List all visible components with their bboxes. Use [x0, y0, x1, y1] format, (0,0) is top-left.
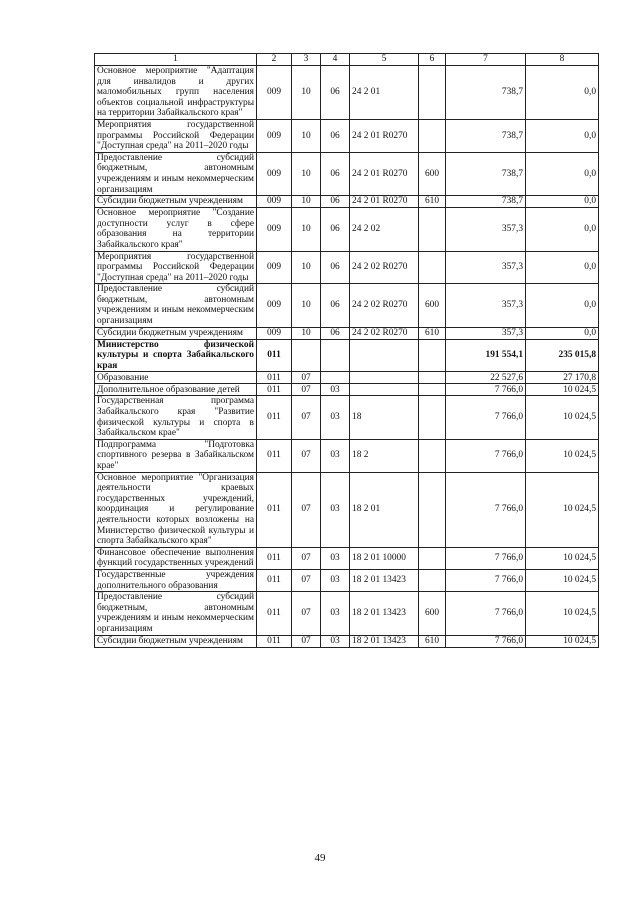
expense-type-cell	[419, 547, 446, 569]
table-row	[95, 66, 599, 120]
header-cell: 2	[257, 54, 292, 66]
amount-cell: 10 024,5	[526, 396, 599, 439]
target-article-cell: 24 2 02	[350, 208, 419, 251]
amount-cell: 357,3	[446, 251, 526, 284]
table-row	[95, 196, 599, 208]
section-cell: 10	[292, 119, 321, 152]
page-number: 49	[314, 852, 326, 864]
table-row	[95, 547, 599, 569]
item-name-cell: Основное мероприятие "Создание доступности услуг в сфере образования на территории Забайкальского края"	[95, 208, 257, 251]
subsection-cell: 06	[321, 119, 350, 152]
item-name-cell: Субсидии бюджетным учреждениям	[95, 196, 257, 208]
target-article-cell: 24 2 01 R0270	[350, 119, 419, 152]
section-cell: 07	[292, 472, 321, 547]
subsection-cell: 03	[321, 635, 350, 647]
subsection-cell: 06	[321, 208, 350, 251]
department-code-cell: 009	[257, 284, 292, 327]
section-cell: 07	[292, 635, 321, 647]
amount-cell: 0,0	[526, 196, 599, 208]
section-cell: 10	[292, 66, 321, 120]
subsection-cell: 03	[321, 439, 350, 472]
amount-cell: 191 554,1	[446, 339, 526, 372]
table-row	[95, 472, 599, 547]
amount-cell: 7 766,0	[446, 472, 526, 547]
item-name-cell: Финансовое обеспечение выполнения функций государственных учреждений	[95, 547, 257, 569]
header-cell: 1	[95, 54, 257, 66]
department-code-cell: 011	[257, 339, 292, 372]
section-cell: 07	[292, 592, 321, 635]
item-name-cell: Государственная программа Забайкальского края "Развитие физической культуры и спорта в Забайкальском крае"	[95, 396, 257, 439]
target-article-cell: 24 2 02 R0270	[350, 251, 419, 284]
table-row	[95, 208, 599, 251]
expense-type-cell	[419, 66, 446, 120]
amount-cell: 27 170,8	[526, 372, 599, 384]
department-code-cell: 011	[257, 592, 292, 635]
amount-cell: 738,7	[446, 196, 526, 208]
header-cell: 4	[321, 54, 350, 66]
header-cell: 3	[292, 54, 321, 66]
header-cell: 7	[446, 54, 526, 66]
amount-cell: 0,0	[526, 119, 599, 152]
amount-cell: 10 024,5	[526, 569, 599, 591]
target-article-cell: 24 2 01 R0270	[350, 196, 419, 208]
expense-type-cell	[419, 251, 446, 284]
amount-cell: 7 766,0	[446, 439, 526, 472]
section-cell: 07	[292, 547, 321, 569]
item-name-cell: Государственные учреждения дополнительного образования	[95, 569, 257, 591]
amount-cell: 10 024,5	[526, 635, 599, 647]
amount-cell: 357,3	[446, 284, 526, 327]
expense-type-cell	[419, 384, 446, 396]
department-code-cell: 009	[257, 119, 292, 152]
subsection-cell: 06	[321, 152, 350, 195]
expense-type-cell	[419, 396, 446, 439]
amount-cell: 0,0	[526, 284, 599, 327]
amount-cell: 738,7	[446, 66, 526, 120]
amount-cell: 7 766,0	[446, 569, 526, 591]
table-row	[95, 327, 599, 339]
item-name-cell: Основное мероприятие "Адаптация для инвалидов и других маломобильных групп населения объектов социальной инфраструктуры на территории Забайкальского края"	[95, 66, 257, 120]
subsection-cell: 06	[321, 196, 350, 208]
amount-cell: 7 766,0	[446, 384, 526, 396]
expense-type-cell: 600	[419, 152, 446, 195]
subsection-cell: 03	[321, 472, 350, 547]
section-cell: 07	[292, 439, 321, 472]
department-code-cell: 011	[257, 384, 292, 396]
target-article-cell: 18 2 01 10000	[350, 547, 419, 569]
amount-cell: 7 766,0	[446, 635, 526, 647]
table-row	[95, 119, 599, 152]
subsection-cell: 03	[321, 547, 350, 569]
section-cell	[292, 339, 321, 372]
amount-cell: 357,3	[446, 208, 526, 251]
department-code-cell: 011	[257, 547, 292, 569]
target-article-cell	[350, 384, 419, 396]
department-code-cell: 009	[257, 208, 292, 251]
amount-cell: 10 024,5	[526, 547, 599, 569]
department-code-cell: 011	[257, 635, 292, 647]
department-code-cell: 011	[257, 472, 292, 547]
header-cell: 5	[350, 54, 419, 66]
table-row	[95, 569, 599, 591]
subsection-cell: 03	[321, 569, 350, 591]
section-cell: 10	[292, 208, 321, 251]
amount-cell: 10 024,5	[526, 592, 599, 635]
department-code-cell: 011	[257, 439, 292, 472]
target-article-cell: 24 2 02 R0270	[350, 284, 419, 327]
target-article-cell: 18	[350, 396, 419, 439]
item-name-cell: Мероприятия государственной программы Российской Федерации "Доступная среда" на 2011–2020 годы	[95, 251, 257, 284]
expense-type-cell: 610	[419, 327, 446, 339]
expense-type-cell	[419, 372, 446, 384]
target-article-cell: 18 2	[350, 439, 419, 472]
item-name-cell: Подпрограмма "Подготовка спортивного резерва в Забайкальском крае"	[95, 439, 257, 472]
expense-type-cell	[419, 569, 446, 591]
subsection-cell: 03	[321, 396, 350, 439]
section-cell: 07	[292, 396, 321, 439]
target-article-cell	[350, 372, 419, 384]
section-cell: 10	[292, 196, 321, 208]
subsection-cell: 06	[321, 251, 350, 284]
department-code-cell: 011	[257, 396, 292, 439]
amount-cell: 0,0	[526, 152, 599, 195]
amount-cell: 0,0	[526, 208, 599, 251]
section-cell: 07	[292, 384, 321, 396]
target-article-cell	[350, 339, 419, 372]
table-row	[95, 251, 599, 284]
table-row	[95, 439, 599, 472]
amount-cell: 7 766,0	[446, 547, 526, 569]
item-name-cell: Предоставление субсидий бюджетным, автономным учреждениям и иным некоммерческим организациям	[95, 152, 257, 195]
table-row	[95, 396, 599, 439]
section-cell: 10	[292, 251, 321, 284]
amount-cell: 357,3	[446, 327, 526, 339]
subsection-cell: 06	[321, 284, 350, 327]
item-name-cell: Мероприятия государственной программы Российской Федерации "Доступная среда" на 2011–2020 годы	[95, 119, 257, 152]
expense-type-cell	[419, 208, 446, 251]
table-header-row	[95, 54, 599, 66]
department-code-cell: 011	[257, 569, 292, 591]
target-article-cell: 18 2 01 13423	[350, 569, 419, 591]
target-article-cell: 24 2 02 R0270	[350, 327, 419, 339]
table-row	[95, 384, 599, 396]
expense-type-cell: 600	[419, 592, 446, 635]
amount-cell: 0,0	[526, 327, 599, 339]
item-name-cell: Образование	[95, 372, 257, 384]
department-code-cell: 009	[257, 251, 292, 284]
amount-cell: 7 766,0	[446, 592, 526, 635]
section-cell: 10	[292, 284, 321, 327]
department-code-cell: 011	[257, 372, 292, 384]
expense-type-cell	[419, 339, 446, 372]
expense-type-cell: 610	[419, 196, 446, 208]
amount-cell: 0,0	[526, 251, 599, 284]
amount-cell: 738,7	[446, 119, 526, 152]
subsection-cell	[321, 372, 350, 384]
expense-type-cell: 610	[419, 635, 446, 647]
item-name-cell: Основное мероприятие "Организация деятельности краевых государственных учреждений, координация и регулирование деятельности которых возложены на Министерство физической культуры и спорта Забайкальского края"	[95, 472, 257, 547]
section-cell: 10	[292, 327, 321, 339]
department-code-cell: 009	[257, 196, 292, 208]
subsection-cell: 06	[321, 327, 350, 339]
amount-cell: 235 015,8	[526, 339, 599, 372]
expense-type-cell: 600	[419, 284, 446, 327]
target-article-cell: 24 2 01	[350, 66, 419, 120]
item-name-cell: Субсидии бюджетным учреждениям	[95, 327, 257, 339]
table-row	[95, 635, 599, 647]
subsection-cell: 03	[321, 384, 350, 396]
budget-table	[94, 53, 599, 648]
department-code-cell: 009	[257, 327, 292, 339]
target-article-cell: 18 2 01	[350, 472, 419, 547]
expense-type-cell	[419, 472, 446, 547]
amount-cell: 10 024,5	[526, 384, 599, 396]
subsection-cell: 06	[321, 66, 350, 120]
item-name-cell: Дополнительное образование детей	[95, 384, 257, 396]
expense-type-cell	[419, 439, 446, 472]
section-cell: 10	[292, 152, 321, 195]
item-name-cell: Предоставление субсидий бюджетным, автономным учреждениям и иным некоммерческим организациям	[95, 592, 257, 635]
amount-cell: 738,7	[446, 152, 526, 195]
amount-cell: 10 024,5	[526, 472, 599, 547]
table-row	[95, 152, 599, 195]
department-code-cell: 009	[257, 152, 292, 195]
amount-cell: 0,0	[526, 66, 599, 120]
section-cell: 07	[292, 569, 321, 591]
table-row	[95, 284, 599, 327]
amount-cell: 10 024,5	[526, 439, 599, 472]
section-cell: 07	[292, 372, 321, 384]
amount-cell: 7 766,0	[446, 396, 526, 439]
subsection-cell	[321, 339, 350, 372]
department-code-cell: 009	[257, 66, 292, 120]
item-name-cell: Предоставление субсидий бюджетным, автономным учреждениям и иным некоммерческим организациям	[95, 284, 257, 327]
item-name-cell: Субсидии бюджетным учреждениям	[95, 635, 257, 647]
amount-cell: 22 527,6	[446, 372, 526, 384]
target-article-cell: 24 2 01 R0270	[350, 152, 419, 195]
item-name-cell: Министерство физической культуры и спорта Забайкальского края	[95, 339, 257, 372]
table-row	[95, 592, 599, 635]
expense-type-cell	[419, 119, 446, 152]
header-cell: 8	[526, 54, 599, 66]
table-body	[95, 66, 599, 648]
table-row	[95, 372, 599, 384]
target-article-cell: 18 2 01 13423	[350, 635, 419, 647]
header-cell: 6	[419, 54, 446, 66]
target-article-cell: 18 2 01 13423	[350, 592, 419, 635]
table-row	[95, 339, 599, 372]
subsection-cell: 03	[321, 592, 350, 635]
